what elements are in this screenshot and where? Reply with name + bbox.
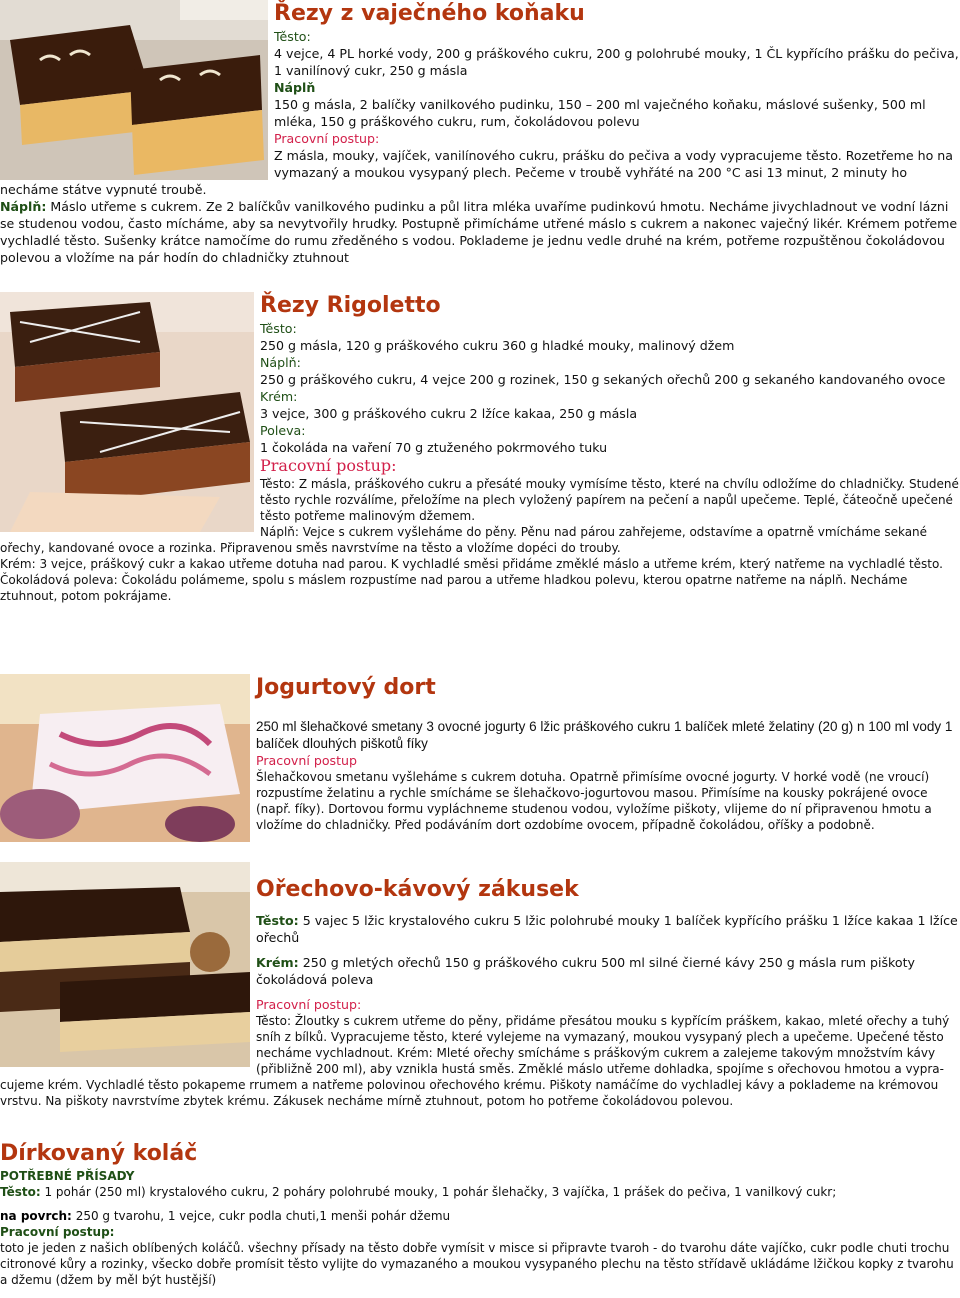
cream-label: Krém:: [256, 955, 299, 970]
recipe-section: [0, 292, 960, 604]
top-ingredients: 250 g tvarohu, 1 vejce, cukr podla chuti,1 menši pohár džemu: [75, 1209, 451, 1223]
recipe-section: [0, 0, 960, 266]
cream-ingredients: 250 g mletých ořechů 150 g práškového cukru 500 ml silné čierné kávy 250 g másla rum piškoty čokoládová poleva: [256, 955, 915, 987]
dough-label: Těsto:: [256, 913, 299, 928]
method-text: Těsto: Žloutky s cukrem utřeme do pěny, přidáme přesátou mouku s kypřícím práškem, kakao, mleté ořechy a tuhý sníh z bílků. Vypracujeme těsto, které vylejeme na vymazaný, moukou vysypaný plech a upečeme. Upečené těsto necháme vychladnout. Krém: Mleté ořechy smícháme s práškovým cukrem a zalejeme takovým množstvím kávy (přibližně 200 ml), aby vznikla hustá směs. Změklé máslo utřeme dohladka, spojíme s ořechovou hmotou a vypra-cujeme krém. Vychladlé těsto pokapeme rrumem a natřeme polovinou ořechového krému. Piškoty namáčíme do vychladlej kávy a poklademe na krémovou vrstvu. Na piškoty navrstvíme zbytek krému. Zákusek necháme mírně ztuhnout, potom ho potřeme čokoládovou polevou.: [0, 1014, 950, 1108]
method-label: Pracovní postup:: [260, 456, 397, 475]
filling-label: Náplň:: [260, 355, 301, 370]
method-label: Pracovní postup:: [256, 997, 362, 1012]
recipe-title: Řezy Rigoletto: [260, 293, 441, 318]
recipe-title: Jogurtový dort: [256, 675, 436, 700]
filling-ingredients: 250 g práškového cukru, 4 vejce 200 g rozinek, 150 g sekaných ořechů 200 g sekaného kandovaného ovoce: [260, 372, 946, 387]
method-filling-text: Náplň: Vejce s cukrem vyšleháme do pěny. Pěnu nad párou zahřejeme, odstavíme a opatrně vmícháme sekané ořechy, kandované ovoce a rozinka. Připravenou směs navrstvíme na těsto a vložíme dopéci do trouby.: [0, 525, 928, 555]
method-label: Pracovní postup:: [0, 1225, 115, 1239]
recipe-photo: [0, 862, 250, 1067]
method-text: Šlehačkovou smetanu vyšleháme s cukrem dotuha. Opatrně přimísíme ovocné jogurty. V horké vodě (ne vroucí) rozpustíme želatinu a rychle smícháme se šlehačkovo-jogurtovou masou. Přimísíme na kousky pokrájené ovoce (např. fíky). Dortovou formu vypláchneme studenou vodou, vyložíme piškoty, vlijeme do ní připravenou hmotu a vložíme do chladničky. Před podáváním dort ozdobíme ovocem, případně čokoládou, oříšky a podobně.: [256, 770, 932, 832]
method-dough-text: Těsto: Z másla, práškového cukru a přesáté mouky vymísíme těsto, které na chvílu odložíme do chladničky. Studené těsto rychle rozválíme, přeložíme na plech vyložený papírem na pečení a napůl upečeme. Teplé, čáteočně upečené těsto potřeme malinovým džemem.: [260, 477, 959, 523]
cream-label: Krém:: [260, 389, 298, 404]
top-label: na povrch:: [0, 1209, 72, 1223]
method-glaze-text: Čokoládová poleva: Čokoládu polámeme, spolu s máslem rozpustíme nad parou a utřeme hladkou polevu, kterou opatrne natřeme na náplň. Necháme ztuhnout, potom pokrájame.: [0, 573, 908, 603]
recipe-photo: [0, 674, 250, 842]
recipe-section: [0, 1140, 960, 1288]
recipe-title: Ořechovo-kávový zákusek: [256, 877, 579, 902]
dough-ingredients: 1 pohár (250 ml) krystalového cukru, 2 poháry polohrubé mouky, 1 pohár šlehačky, 3 vajíčka, 1 prášek do pečiva, 1 vanilkový cukr;: [44, 1185, 837, 1199]
filling-label: Náplň: [274, 80, 316, 95]
dough-ingredients: 250 g másla, 120 g práškového cukru 360 g hladké mouky, malinový džem: [260, 338, 735, 353]
method-label: Pracovní postup: [256, 753, 358, 768]
ingredients: 250 ml šlehačkové smetany 3 ovocné jogurty 6 lžic práškového cukru 1 balíček mleté želatiny (20 g) n 100 ml vody 1 balíček dlouhých piškotů fíky: [256, 719, 953, 751]
method-label: Pracovní postup:: [274, 131, 380, 146]
recipe-photo: [0, 292, 254, 532]
filling-ingredients: 150 g másla, 2 balíčky vanilkového pudinku, 150 – 200 ml vaječného koňaku, máslové sušenky, 500 ml mléka, 150 g práškového cukru, rum, čokoládovou polevu: [274, 97, 926, 129]
method-text: Z másla, mouky, vajíček, vanilínového cukru, prášku do pečiva a vody vypracujeme těsto. Rozetřeme ho na vymazaný a moukou vysypaný plech. Pečeme v troubě vyhřáté na 200 °C asi 13 minut, 2 minuty ho necháme státve vypnuté troubě.: [0, 148, 953, 197]
dough-label: Těsto:: [260, 321, 297, 336]
method-text: toto je jeden z našich oblíbených koláčů. všechny přísady na těsto dobře vymísit v misce si připravte tvaroh - do tvarohu dáte vajíčko, cukr podle chuti trochu citronové kůry a rozinky, všecko dobře promísit těsto vylijte do vymazaného a moukou vysypaného plechu na těsto střídavě ukládáme lžičkou kopky z tvarohu a džemu (džem by měl být hustější): [0, 1241, 954, 1287]
dough-label: Těsto:: [274, 29, 311, 44]
method-filling-text: Máslo utřeme s cukrem. Ze 2 balíčkův vanilkového pudinku a půl litra mléka uvaříme pudinkovú hmotu. Necháme jivychladnout ve vodní lázni se studenou vodou, často mícháme, aby sa nevytvořily hrudky. Postupně přimícháme utřené máslo s cukrem a nakonec vaječný likér. Krémem potřeme vychladlé těsto. Sušenky krátce namočíme do rumu zředěného s vodou. Poklademe je jednu vedle druhé na krém, potřeme rozpuštěnou čokoládovou polevou a vložíme na pár hodín do chladničky ztuhnout: [0, 199, 958, 265]
recipe-title: Dírkovaný koláč: [0, 1141, 198, 1166]
needed-label: POTŘEBNÉ PŘÍSADY: [0, 1169, 135, 1183]
method-filling-label: Náplň:: [0, 199, 47, 214]
glaze-label: Poleva:: [260, 423, 306, 438]
recipe-photo: [0, 0, 268, 180]
method-cream-text: Krém: 3 vejce, práškový cukr a kakao utřeme dotuha nad parou. K vychladlé směsi přidáme změklé máslo a utřeme krém, který natřeme na vychladlé těsto.: [0, 557, 943, 571]
glaze-ingredients: 1 čokoláda na vaření 70 g ztuženého pokrmového tuku: [260, 440, 608, 455]
recipe-section: [0, 862, 960, 1109]
dough-label: Těsto:: [0, 1185, 41, 1199]
cream-ingredients: 3 vejce, 300 g práškového cukru 2 lžíce kakaa, 250 g másla: [260, 406, 638, 421]
dough-ingredients: 4 vejce, 4 PL horké vody, 200 g práškového cukru, 200 g polohrubé mouky, 1 ČL kypřícího prášku do pečiva, 1 vanilínový cukr, 250 g másla: [274, 46, 959, 78]
recipe-title: Řezy z vaječného koňaku: [274, 1, 585, 26]
recipe-section: [0, 674, 960, 842]
dough-ingredients: 5 vajec 5 lžic krystalového cukru 5 lžic polohrubé mouky 1 balíček kypřícího prášku 1 lžíce kakaa 1 lžíce ořechů: [256, 913, 958, 945]
